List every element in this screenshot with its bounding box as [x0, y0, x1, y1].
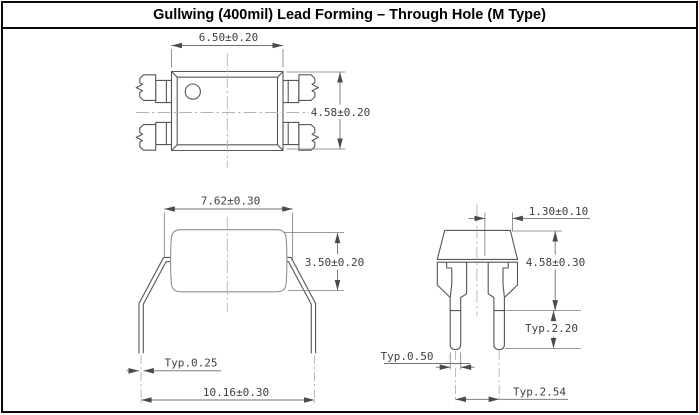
dim-label-standoff: Typ.2.20: [525, 322, 578, 335]
side-view-body: [171, 230, 287, 292]
dim-label-shoulder-span: 7.62±0.30: [200, 194, 261, 208]
page-title: Gullwing (400mil) Lead Forming – Through Hole (M Type): [153, 7, 546, 23]
end-view-left-shoulder: [437, 262, 452, 297]
end-view-right-shoulder: [503, 262, 518, 297]
dim-label-lead-thickness: Typ.0.25: [164, 356, 218, 370]
dim-label-top-depth: 4.58±0.20: [310, 105, 371, 119]
dim-label-pin-pitch: Typ.2.54: [513, 385, 566, 399]
end-view-body: [437, 230, 517, 259]
dim-label-lead-top-width: 1.30±0.10: [528, 205, 589, 218]
dim-label-lead-span: 10.16±0.30: [202, 386, 270, 400]
dim-end-pin-pitch: [455, 351, 568, 403]
dim-label-body-to-seating: 4.58±0.30: [525, 256, 586, 270]
dim-label-pin-width: Typ.0.50: [380, 350, 434, 363]
dim-label-body-height: 3.50±0.20: [304, 256, 365, 270]
dim-label-top-width: 6.50±0.20: [198, 31, 259, 44]
dim-end-standoff: [505, 311, 581, 349]
side-view: [127, 195, 365, 404]
end-view: [381, 204, 590, 403]
dim-side-body-height: [284, 233, 364, 291]
top-view: [136, 31, 370, 168]
